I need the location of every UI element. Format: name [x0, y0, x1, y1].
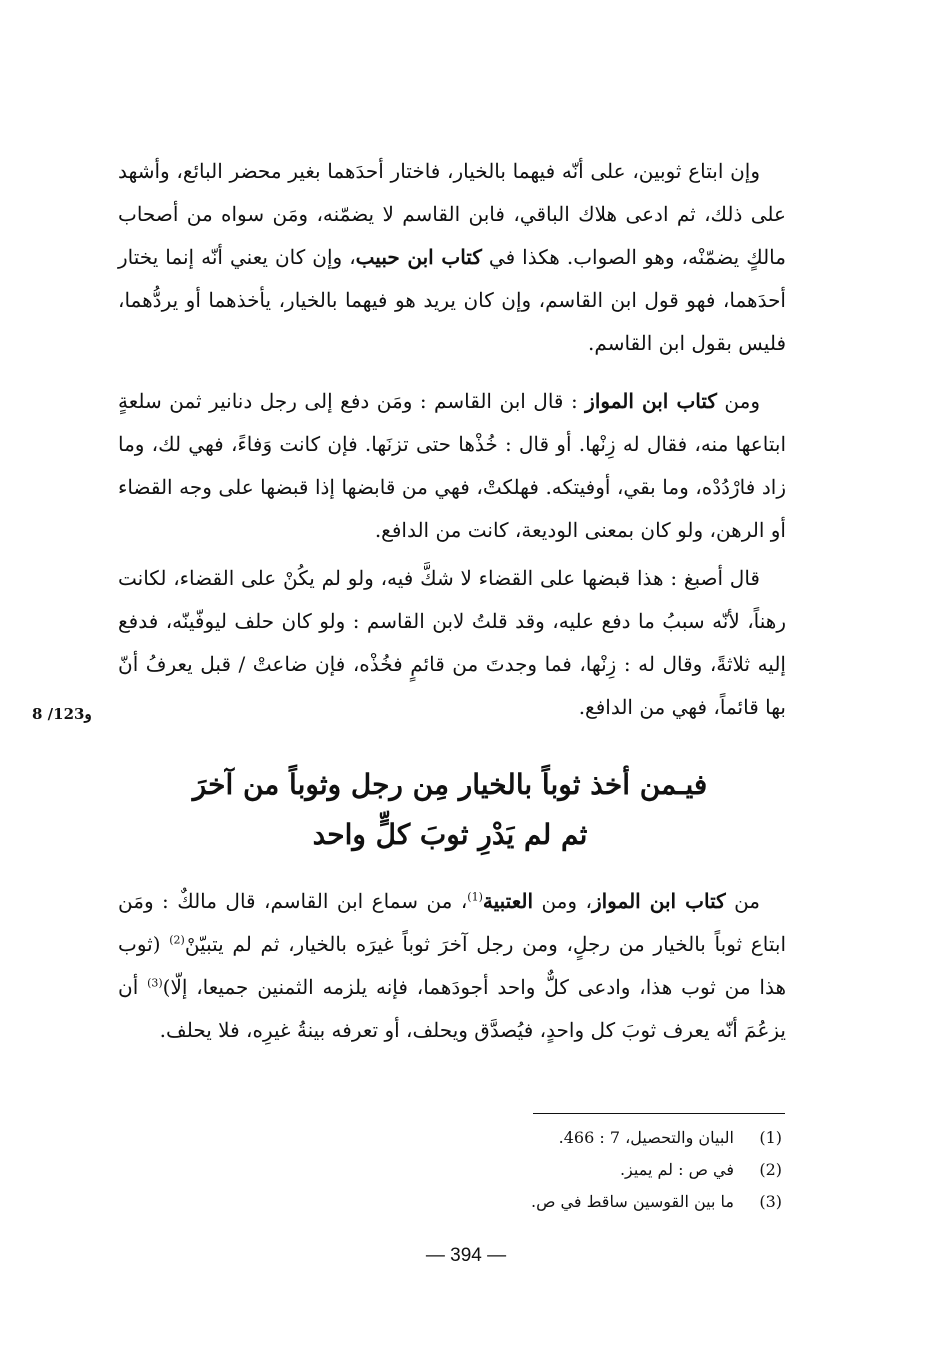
page-number: — 394 —	[425, 1245, 507, 1266]
footnotes	[282, 1122, 782, 1218]
paragraph-text: ، ومن	[533, 889, 592, 913]
footnote-number: (2)	[759, 1160, 782, 1179]
heading-line-2: ثم لم يَدْرِ ثوبَ كلٍّ واحد	[312, 818, 588, 851]
footnote-number: (1)	[759, 1128, 782, 1147]
footnote-marker: (1)	[467, 890, 483, 904]
footnote-text: ما بين القوسين ساقط في ص.	[531, 1192, 734, 1211]
footnote-marker: (2)	[169, 933, 185, 947]
paragraph-text: ، وإن كان يعني أنّه إنما يختار أحدَهما، فهو قول ابن القاسم، وإن كان يريد هو فيهما بالخيار، يأخذهما أو يردُّهما، فليس بقول ابن القاسم.	[118, 245, 786, 355]
paragraph-text: من	[725, 889, 761, 913]
book-reference: كتاب ابن المواز	[591, 889, 726, 913]
manuscript-folio-reference: 8 /123و	[32, 705, 92, 723]
footnote-number: (3)	[759, 1192, 782, 1211]
paragraph-text: (ثوب هذا من ثوب هذا، وادعى كلٌّ واحد أجودَهما، فإنه يلزمه الثمنين جميعا، إلّا)	[118, 932, 787, 999]
paragraph-text: ومن	[716, 389, 761, 413]
paragraph-option-garments	[118, 880, 786, 1052]
footnote	[282, 1122, 782, 1154]
book-reference: العتبية	[482, 889, 534, 913]
paragraph-text: أن يزعُمَ أنّه يعرف ثوبَ كل واحدٍ، فيُصدَّق ويحلف، أو تعرفه بينةُ غيرِه، فلا يحلف.	[118, 975, 786, 1042]
paragraph-two-garments	[118, 150, 786, 365]
paragraph-asbagh	[118, 557, 786, 729]
footnote-text: البيان والتحصيل، 7 : 466.	[558, 1128, 734, 1147]
book-reference: كتاب ابن المواز	[585, 389, 717, 413]
footnote	[282, 1186, 782, 1218]
book-reference: كتاب ابن حبيب	[355, 245, 482, 269]
footnote-separator	[533, 1113, 785, 1114]
footnote	[282, 1154, 782, 1186]
paragraph-text: ، من سماع ابن القاسم، قال مالكٌ : ومَن ابتاع ثوباً بالخيار من رجلٍ، ومن رجل آخرَ ثوباً غيرَه بالخيار، ثم لم يتبيّنْ	[118, 889, 786, 956]
paragraph-text: : قال ابن القاسم : ومَن دفع إلى رجل دنانير ثمن سلعةٍ ابتاعها منه، فقال له زِنْها. أو قال : خُذْها حتى تزنَها. فإن كانت وَفاءً، فهي لك، وما زاد فارْدُدْه، وما بقي، أوفيتكه. فهلكتْ، فهي من قابضها إذا قبضها على وجه القضاء أو الرهن، ولو كان بمعنى الوديعة، كانت من الدافع.	[118, 389, 786, 542]
paragraph-text: قال أصبغ : هذا قبضها على القضاء لا شكَّ فيه، ولو لم يكُنْ على القضاء، لكانت رهناً، لأنّه سببُ ما دفع عليه، وقد قلتُ لابن القاسم : ولو كان حلف ليوفّينّه، فدفع إليه ثلاثةً، وقال له : زِنْها، فما وجدتَ من قائمٍ فخُذْه، فإن ضاعتْ / قبل يعرفُ أنّ بها قائماً، فهي من الدافع.	[118, 566, 786, 719]
footnote-text: في ص : لم يميز.	[619, 1160, 734, 1179]
footnote-marker: (3)	[147, 976, 163, 990]
section-heading	[150, 760, 750, 860]
paragraph-dinars	[118, 380, 786, 552]
paragraph-text: وإن ابتاع ثوبين، على أنّه فيهما بالخيار، فاختار أحدَهما بغير محضر البائع، وأشهد على ذلك، ثم ادعى هلاك الباقي، فابن القاسم لا يضمّنه، ومَن سواه من أصحاب مالكٍ يضمّنْه، وهو الصواب. هكذا في	[118, 159, 786, 269]
heading-line-1: فيـمن أخذ ثوباً بالخيار مِن رجل وثوباً من آخرَ	[192, 768, 708, 801]
